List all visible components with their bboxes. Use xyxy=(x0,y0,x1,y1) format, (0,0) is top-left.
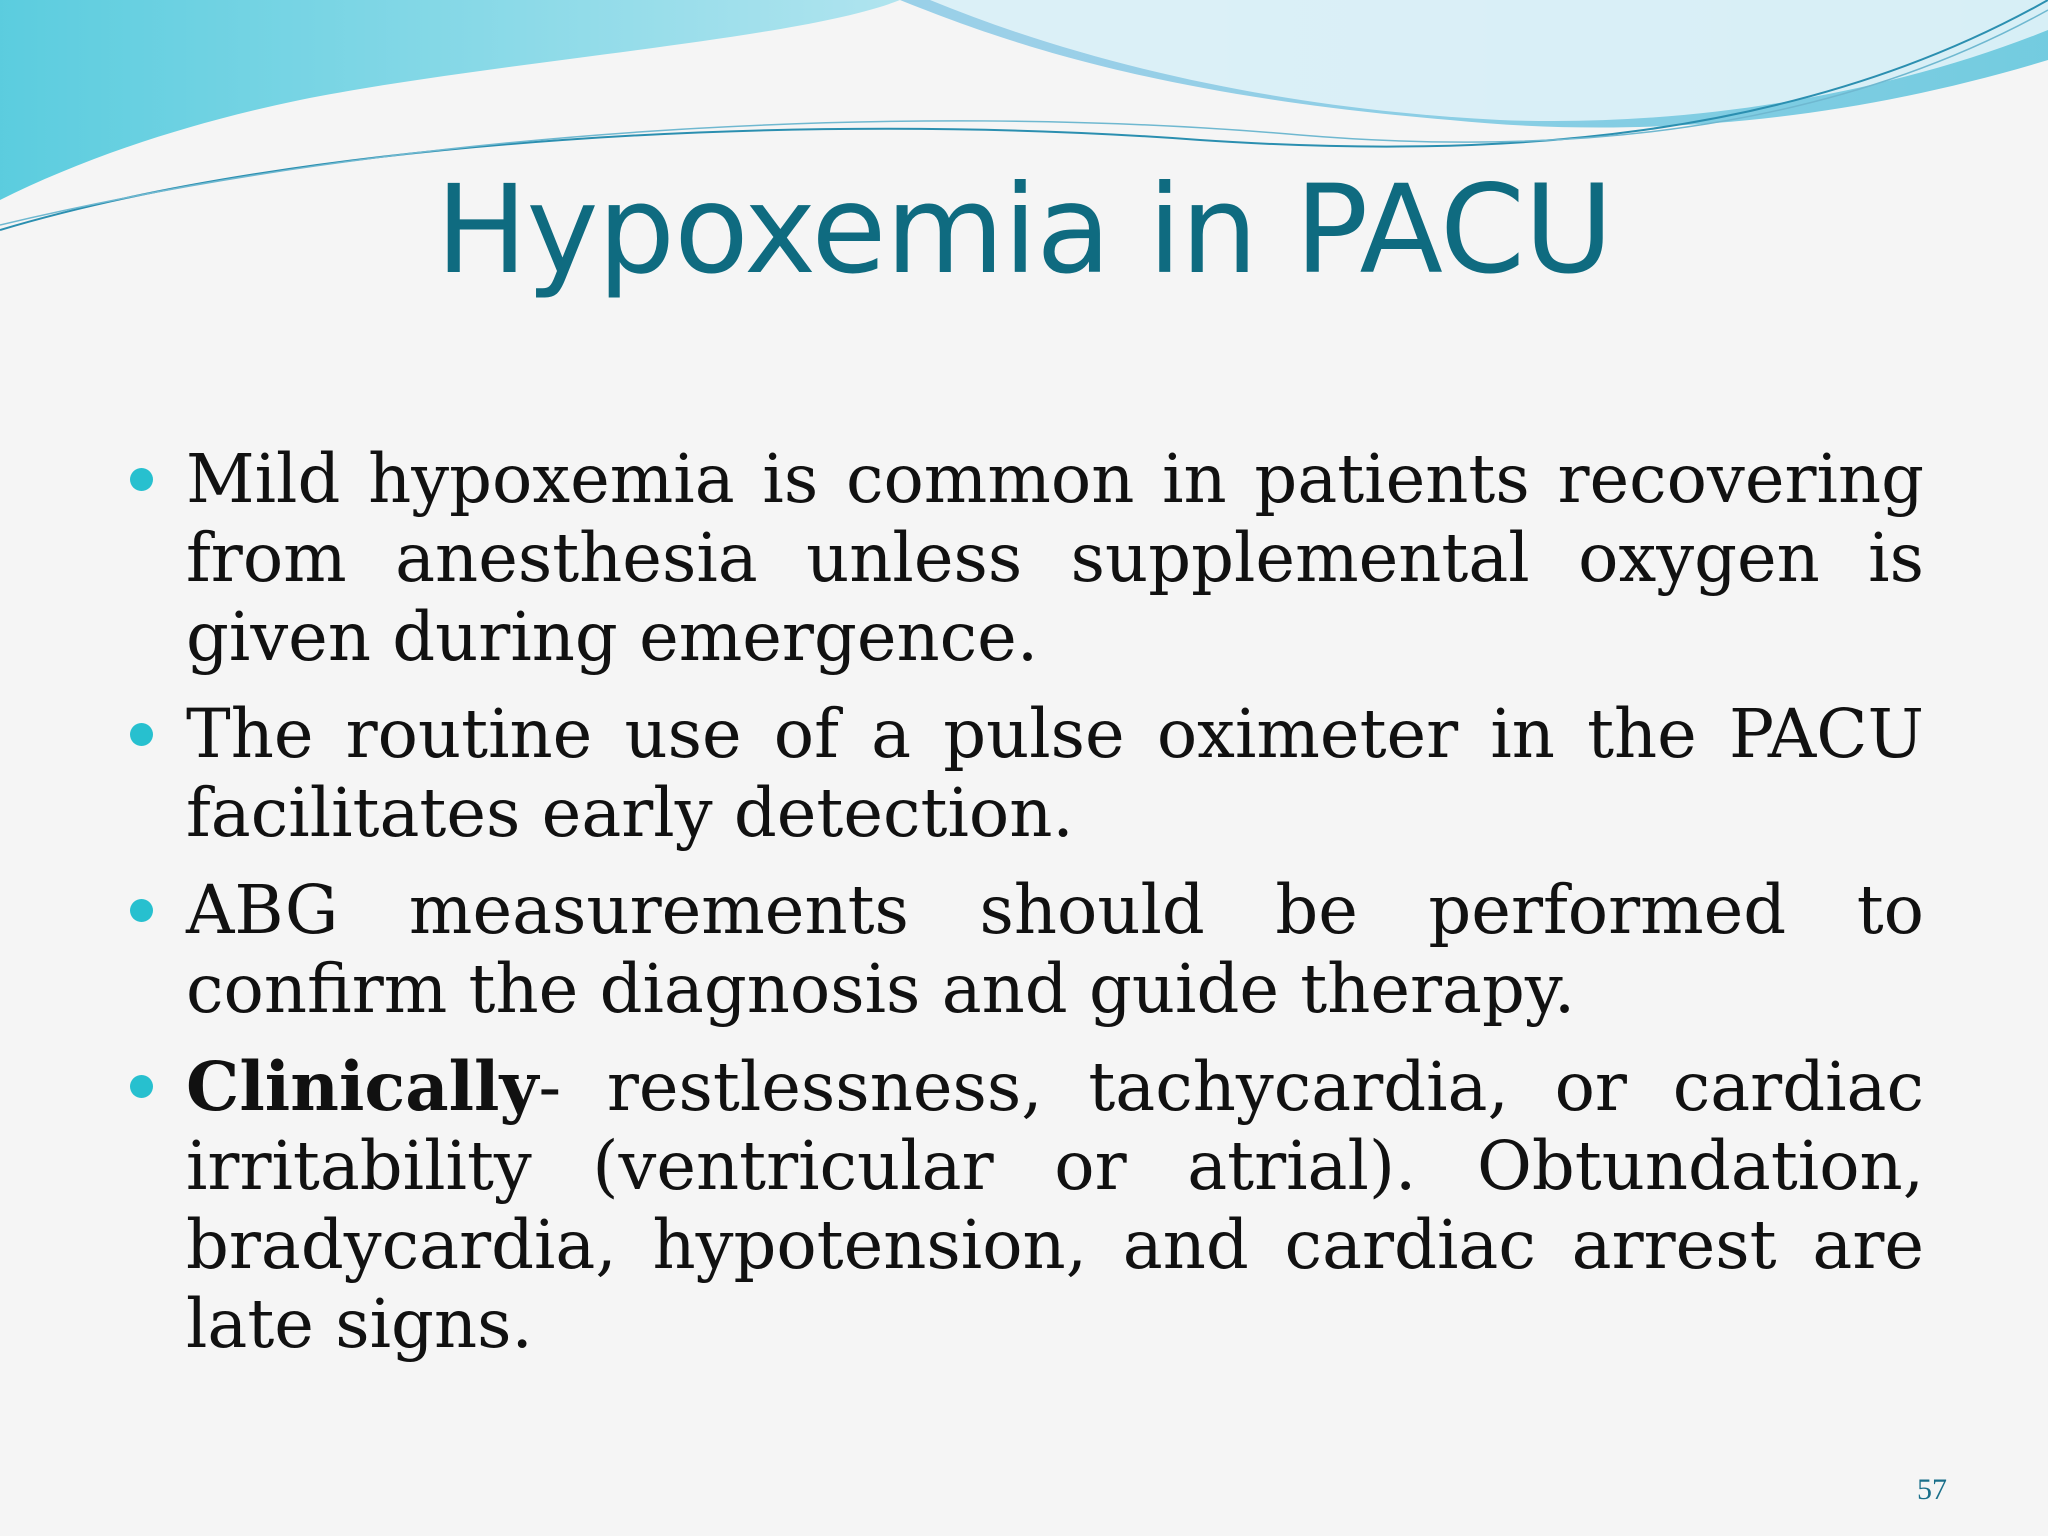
bullet-text: Mild hypoxemia is common in patients recovering from anesthesia unless supplemental oxygen is given during emergence. xyxy=(186,440,1924,676)
bullet-text: ABG measurements should be performed to confirm the diagnosis and guide therapy. xyxy=(186,871,1924,1028)
bullet-item xyxy=(124,871,1924,1029)
bullet-dot-icon xyxy=(130,1075,153,1098)
bullet-text: - restlessness, tachycardia, or cardiac irritability (ventricular or atrial). Obtundation, bradycardia, hypotension, and cardiac arrest are late signs. xyxy=(186,1048,1924,1363)
slide-content xyxy=(124,440,1924,1382)
bullet-list xyxy=(124,440,1924,1364)
bullet-lead: Clinically xyxy=(186,1047,539,1126)
bullet-text: The routine use of a pulse oximeter in the PACU facilitates early detection. xyxy=(186,695,1924,852)
bullet-dot-icon xyxy=(130,899,153,922)
bullet-item xyxy=(124,440,1924,677)
bullet-item xyxy=(124,1047,1924,1364)
bullet-dot-icon xyxy=(130,723,153,746)
bullet-item xyxy=(124,695,1924,853)
page-number: 57 xyxy=(1917,1473,1947,1506)
bullet-dot-icon xyxy=(130,468,153,491)
slide-title: Hypoxemia in PACU xyxy=(435,159,1613,301)
